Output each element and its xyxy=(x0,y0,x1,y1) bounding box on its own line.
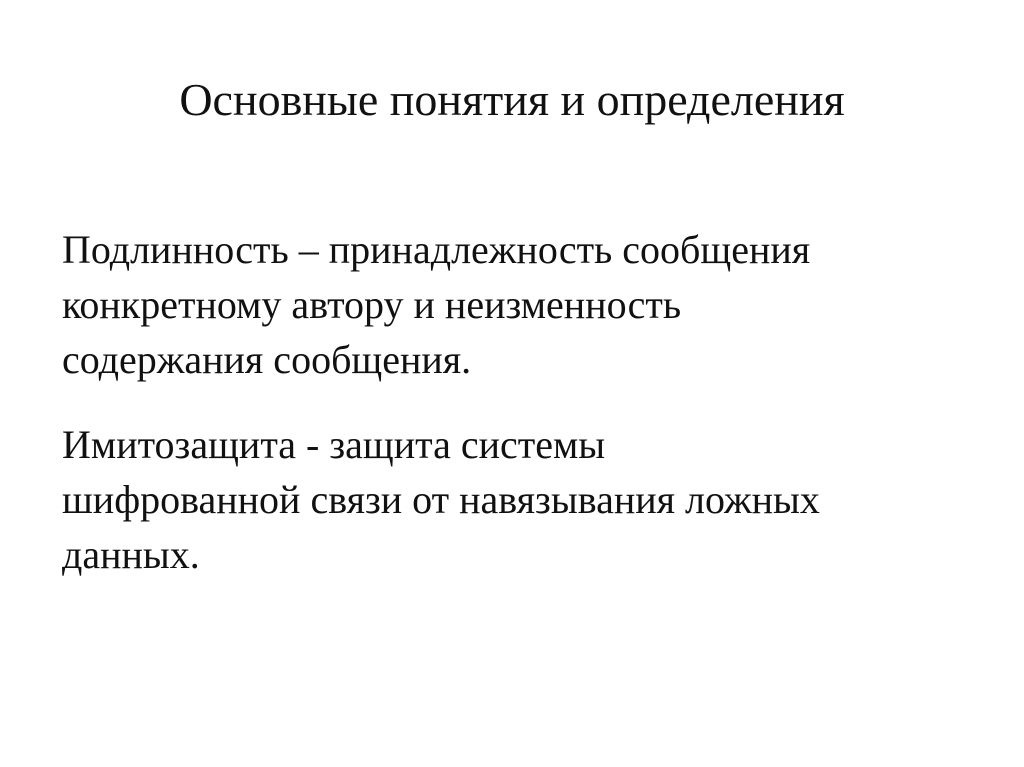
definition-line: конкретному автору и неизменность xyxy=(62,282,682,327)
slide-title: Основные понятия и определения xyxy=(179,74,845,125)
definition-imitation-protection xyxy=(62,417,982,582)
definition-line: содержания сообщения. xyxy=(62,337,472,382)
definition-line: данных. xyxy=(62,532,200,577)
definition-line: шифрованной связи от навязывания ложных xyxy=(62,477,820,522)
definition-authenticity xyxy=(62,222,982,387)
definitions-list xyxy=(62,222,982,612)
definition-line: Подлинность – принадлежность сообщения xyxy=(62,227,811,272)
definition-line: Имитозащита - защита системы xyxy=(62,422,606,467)
